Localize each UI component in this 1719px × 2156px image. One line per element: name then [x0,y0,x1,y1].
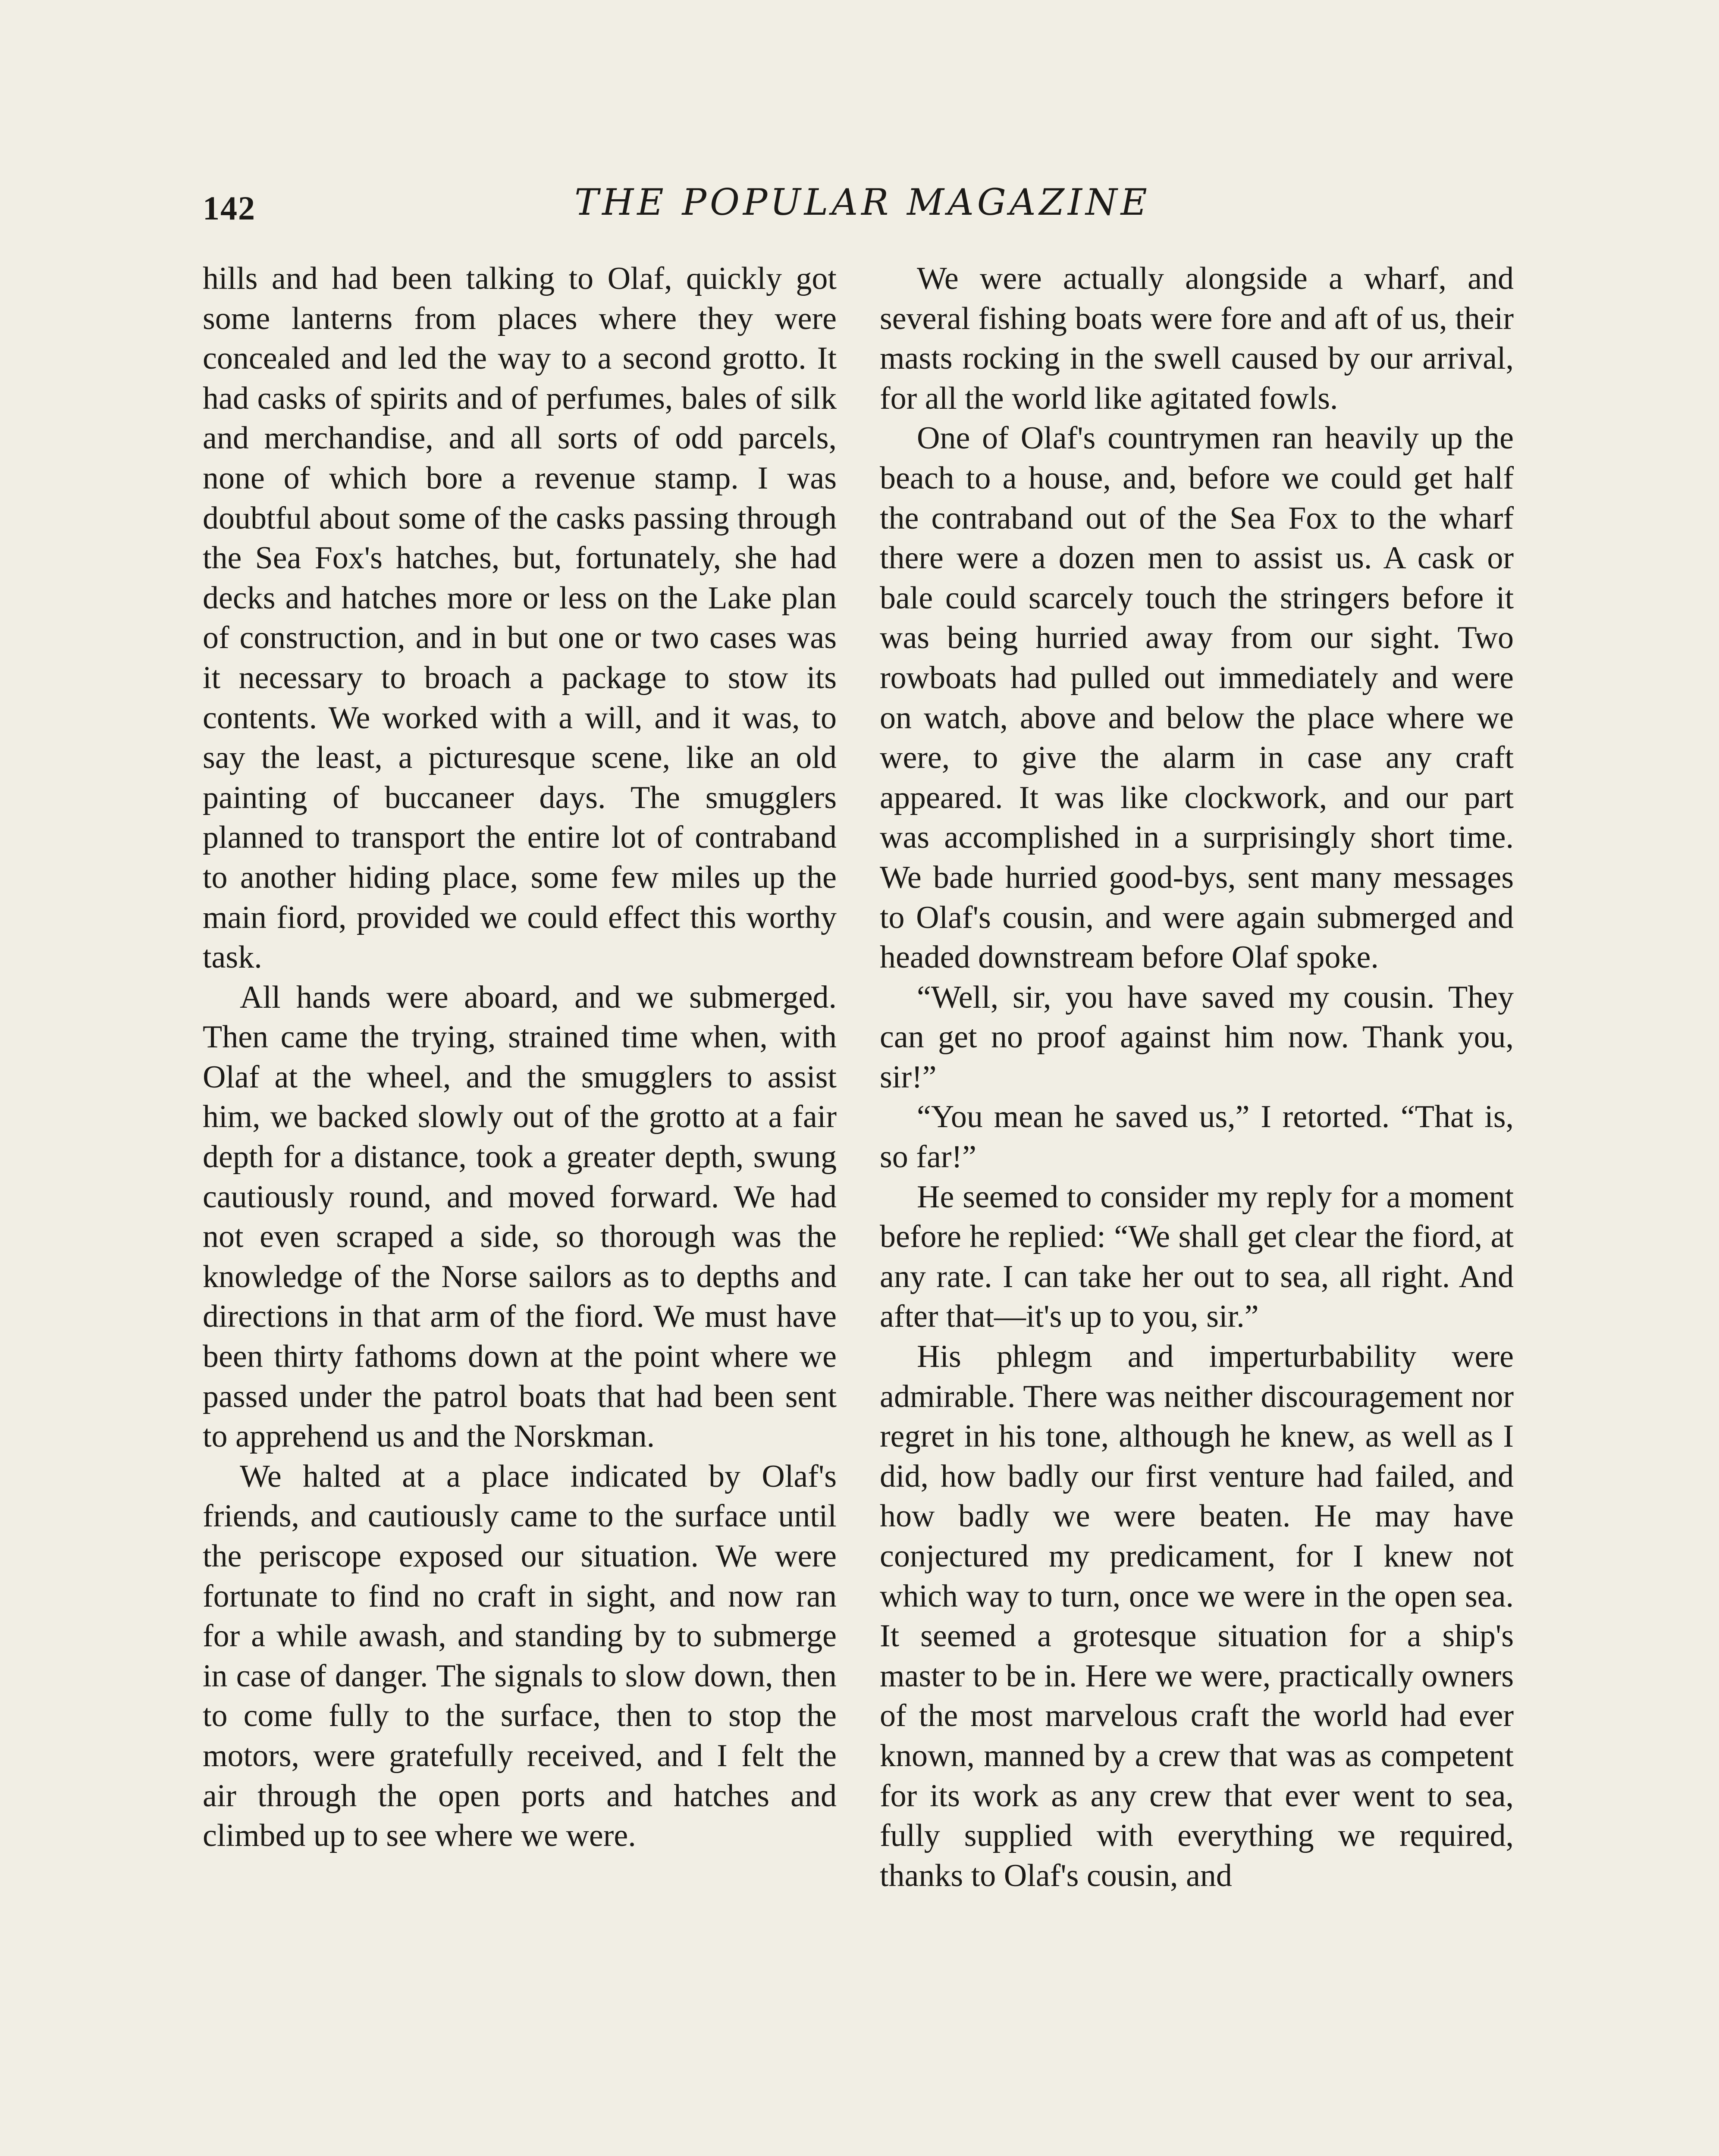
page-header [203,181,1522,233]
left-column [203,259,837,1856]
paragraph: We halted at a place indicated by Olaf's friends, and cautiously came to the surface until the periscope exposed our situation. We were fortunate to find no craft in sight, and now ran for a while awash, and standing by to submerge in case of danger. The signals to slow down, then to come fully to the surface, then to stop the motors, were gratefully received, and I felt the air through the open ports and hatches and climbed up to see where we were. [203,1458,837,1854]
paragraph: His phlegm and imperturbability were admirable. There was neither discouragement nor regret in his tone, although he knew, as well as I did, how badly our first venture had failed, and how badly we were beaten. He may have conjectured my predicament, for I knew not which way to turn, once we were in the open sea. It seemed a grotesque situation for a ship's master to be in. Here we were, practically owners of the most marvelous craft the world had ever known, manned by a crew that was as competent for its work as any crew that ever went to sea, fully supplied with everything we required, thanks to Olaf's cousin, and [880,1339,1514,1893]
page-number: 142 [203,189,256,227]
paragraph: All hands were aboard, and we submerged. Then came the trying, strained time when, with Olaf at the wheel, and the smugglers to assist him, we backed slowly out of the grotto at a fair depth for a distance, took a greater depth, swung cautiously round, and moved forward. We had not even scraped a side, so thorough was the knowledge of the Norse sailors as to depths and directions in that arm of the fiord. We must have been thirty fathoms down at the point where we passed under the patrol boats that had been sent to apprehend us and the Norskman. [203,979,837,1454]
paragraph: We were actually alongside a wharf, and several fishing boats were fore and aft of us, their masts rocking in the swell caused by our arrival, for all the world like agitated fowls. [880,261,1514,416]
paragraph: hills and had been talking to Olaf, quickly got some lanterns from places where they were concealed and led the way to a second grotto. It had casks of spirits and of perfumes, bales of silk and merchandise, and all sorts of odd parcels, none of which bore a revenue stamp. I was doubtful about some of the casks passing through the Sea Fox's hatches, but, fortunately, she had decks and hatches more or less on the Lake plan of construction, and in but one or two cases was it necessary to broach a package to stow its contents. We worked with a will, and it was, to say the least, a picturesque scene, like an old painting of buccaneer days. The smugglers planned to transport the entire lot of contraband to another hiding place, some few miles up the main fiord, provided we could effect this worthy task. [203,261,837,975]
right-column [880,259,1514,1896]
paragraph: “Well, sir, you have saved my cousin. They can get no proof against him now. Thank you, sir!” [880,979,1514,1095]
paragraph: One of Olaf's countrymen ran heavily up the beach to a house, and, before we could get half the contraband out of the Sea Fox to the wharf there were a dozen men to assist us. A cask or bale could scarcely touch the stringers before it was being hurried away from our sight. Two rowboats had pulled out immediately and were on watch, above and below the place where we were, to give the alarm in case any craft appeared. It was like clockwork, and our part was accomplished in a surprisingly short time. We bade hurried good-bys, sent many messages to Olaf's cousin, and were again submerged and headed downstream before Olaf spoke. [880,420,1514,975]
paragraph: “You mean he saved us,” I retorted. “That is, so far!” [880,1099,1514,1175]
running-title: THE POPULAR MAGAZINE [574,181,1151,223]
paragraph: He seemed to consider my reply for a moment before he replied: “We shall get clear the fiord, at any rate. I can take her out to sea, all right. And after that—it's up to you, sir.” [880,1179,1514,1335]
